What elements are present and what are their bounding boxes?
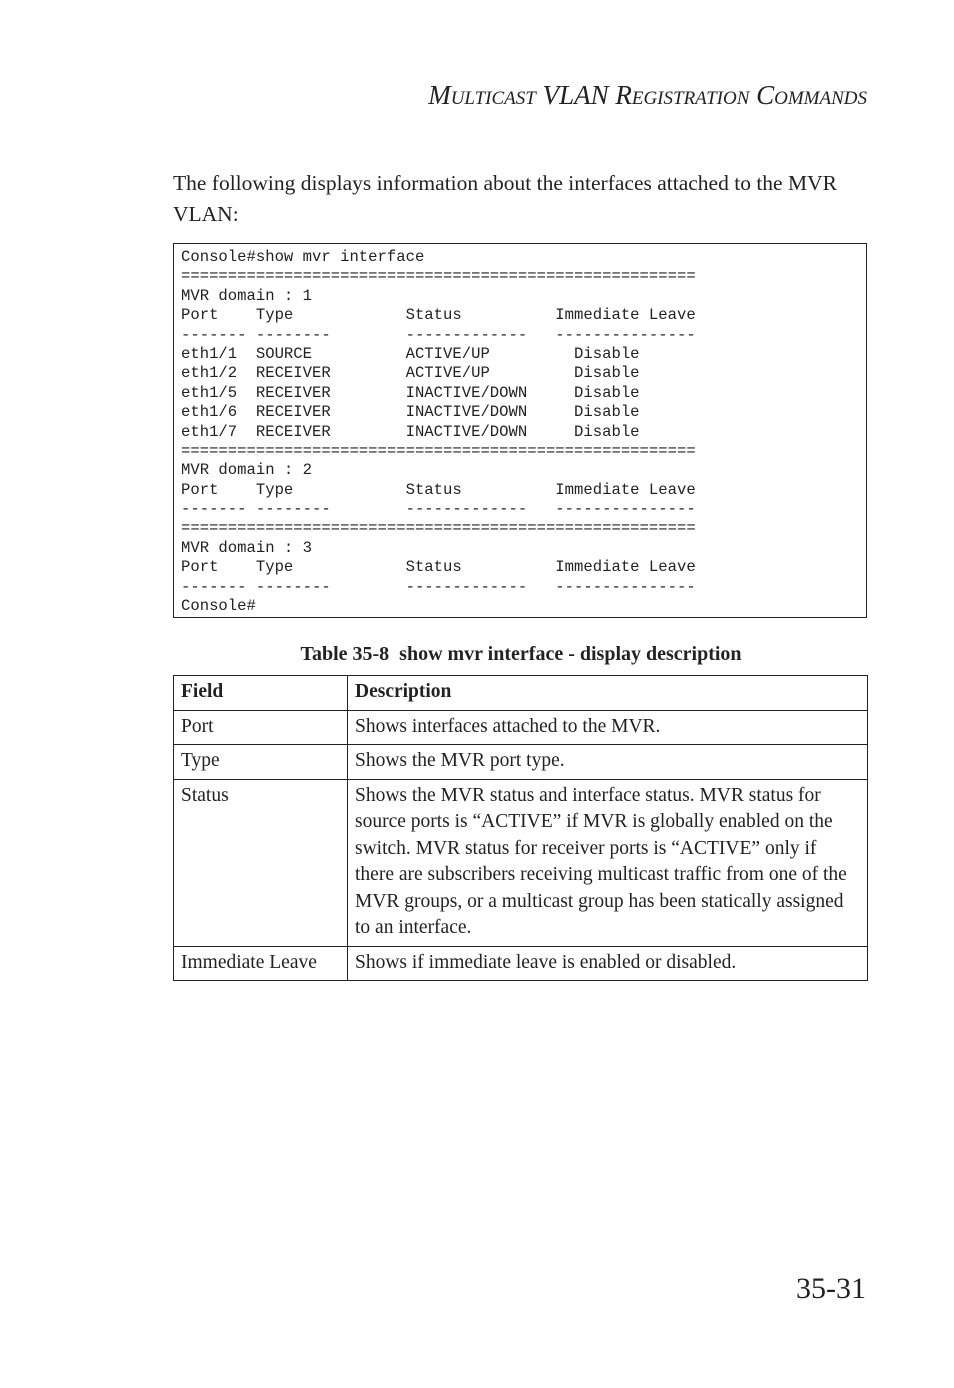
- table-row: [174, 779, 868, 946]
- console-line: MVR domain : 2: [181, 461, 313, 480]
- intro-paragraph: The following displays information about the interfaces attached to the MVR VLAN:: [173, 171, 837, 226]
- console-line: eth1/6 RECEIVER INACTIVE/DOWN Disable: [181, 403, 640, 422]
- description-cell: Shows interfaces attached to the MVR.: [348, 710, 868, 745]
- description-cell: Shows if immediate leave is enabled or disabled.: [348, 946, 868, 981]
- console-line: eth1/7 RECEIVER INACTIVE/DOWN Disable: [181, 422, 640, 441]
- console-line: =======================================================: [181, 441, 696, 460]
- console-line: MVR domain : 3: [181, 538, 313, 557]
- description-cell: Shows the MVR status and interface status. MVR status for source ports is “ACTIVE” if MVR is globally enabled on the switch. MVR status for receiver ports is “ACTIVE” only if there are subscribers receiving multicast traffic from one of the MVR groups, or a multicast group has been statically assigned to an interface.: [348, 779, 868, 946]
- table-row: [174, 745, 868, 780]
- console-line: eth1/1 SOURCE ACTIVE/UP Disable: [181, 344, 640, 363]
- console-line: Console#: [181, 597, 256, 616]
- console-line: ------- -------- ------------- ---------------: [181, 325, 696, 344]
- column-header-field: Field: [174, 676, 348, 711]
- console-line: =======================================================: [181, 519, 696, 538]
- page-number: 35-31: [796, 1272, 866, 1305]
- console-line: Port Type Status Immediate Leave: [181, 558, 696, 577]
- console-line: Port Type Status Immediate Leave: [181, 306, 696, 325]
- console-line: eth1/5 RECEIVER INACTIVE/DOWN Disable: [181, 383, 640, 402]
- console-line: Console#show mvr interface: [181, 248, 425, 266]
- field-cell: Status: [174, 779, 348, 946]
- field-cell: Immediate Leave: [174, 946, 348, 981]
- console-line: Port Type Status Immediate Leave: [181, 480, 696, 499]
- table-caption: Table 35-8 show mvr interface - display description: [300, 643, 742, 665]
- running-header: Multicast VLAN Registration Commands: [428, 80, 867, 110]
- field-cell: Port: [174, 710, 348, 745]
- description-cell: Shows the MVR port type.: [348, 745, 868, 780]
- column-header-description: Description: [348, 676, 868, 711]
- console-output: [173, 243, 867, 618]
- table-row: [174, 710, 868, 745]
- console-line: ------- -------- ------------- ---------------: [181, 577, 696, 596]
- description-table: [173, 675, 868, 981]
- console-line: =======================================================: [181, 267, 696, 286]
- field-cell: Type: [174, 745, 348, 780]
- console-line: MVR domain : 1: [181, 286, 313, 305]
- console-line: eth1/2 RECEIVER ACTIVE/UP Disable: [181, 364, 640, 383]
- table-header-row: [174, 676, 868, 711]
- console-line: ------- -------- ------------- ---------------: [181, 500, 696, 519]
- table-row: [174, 946, 868, 981]
